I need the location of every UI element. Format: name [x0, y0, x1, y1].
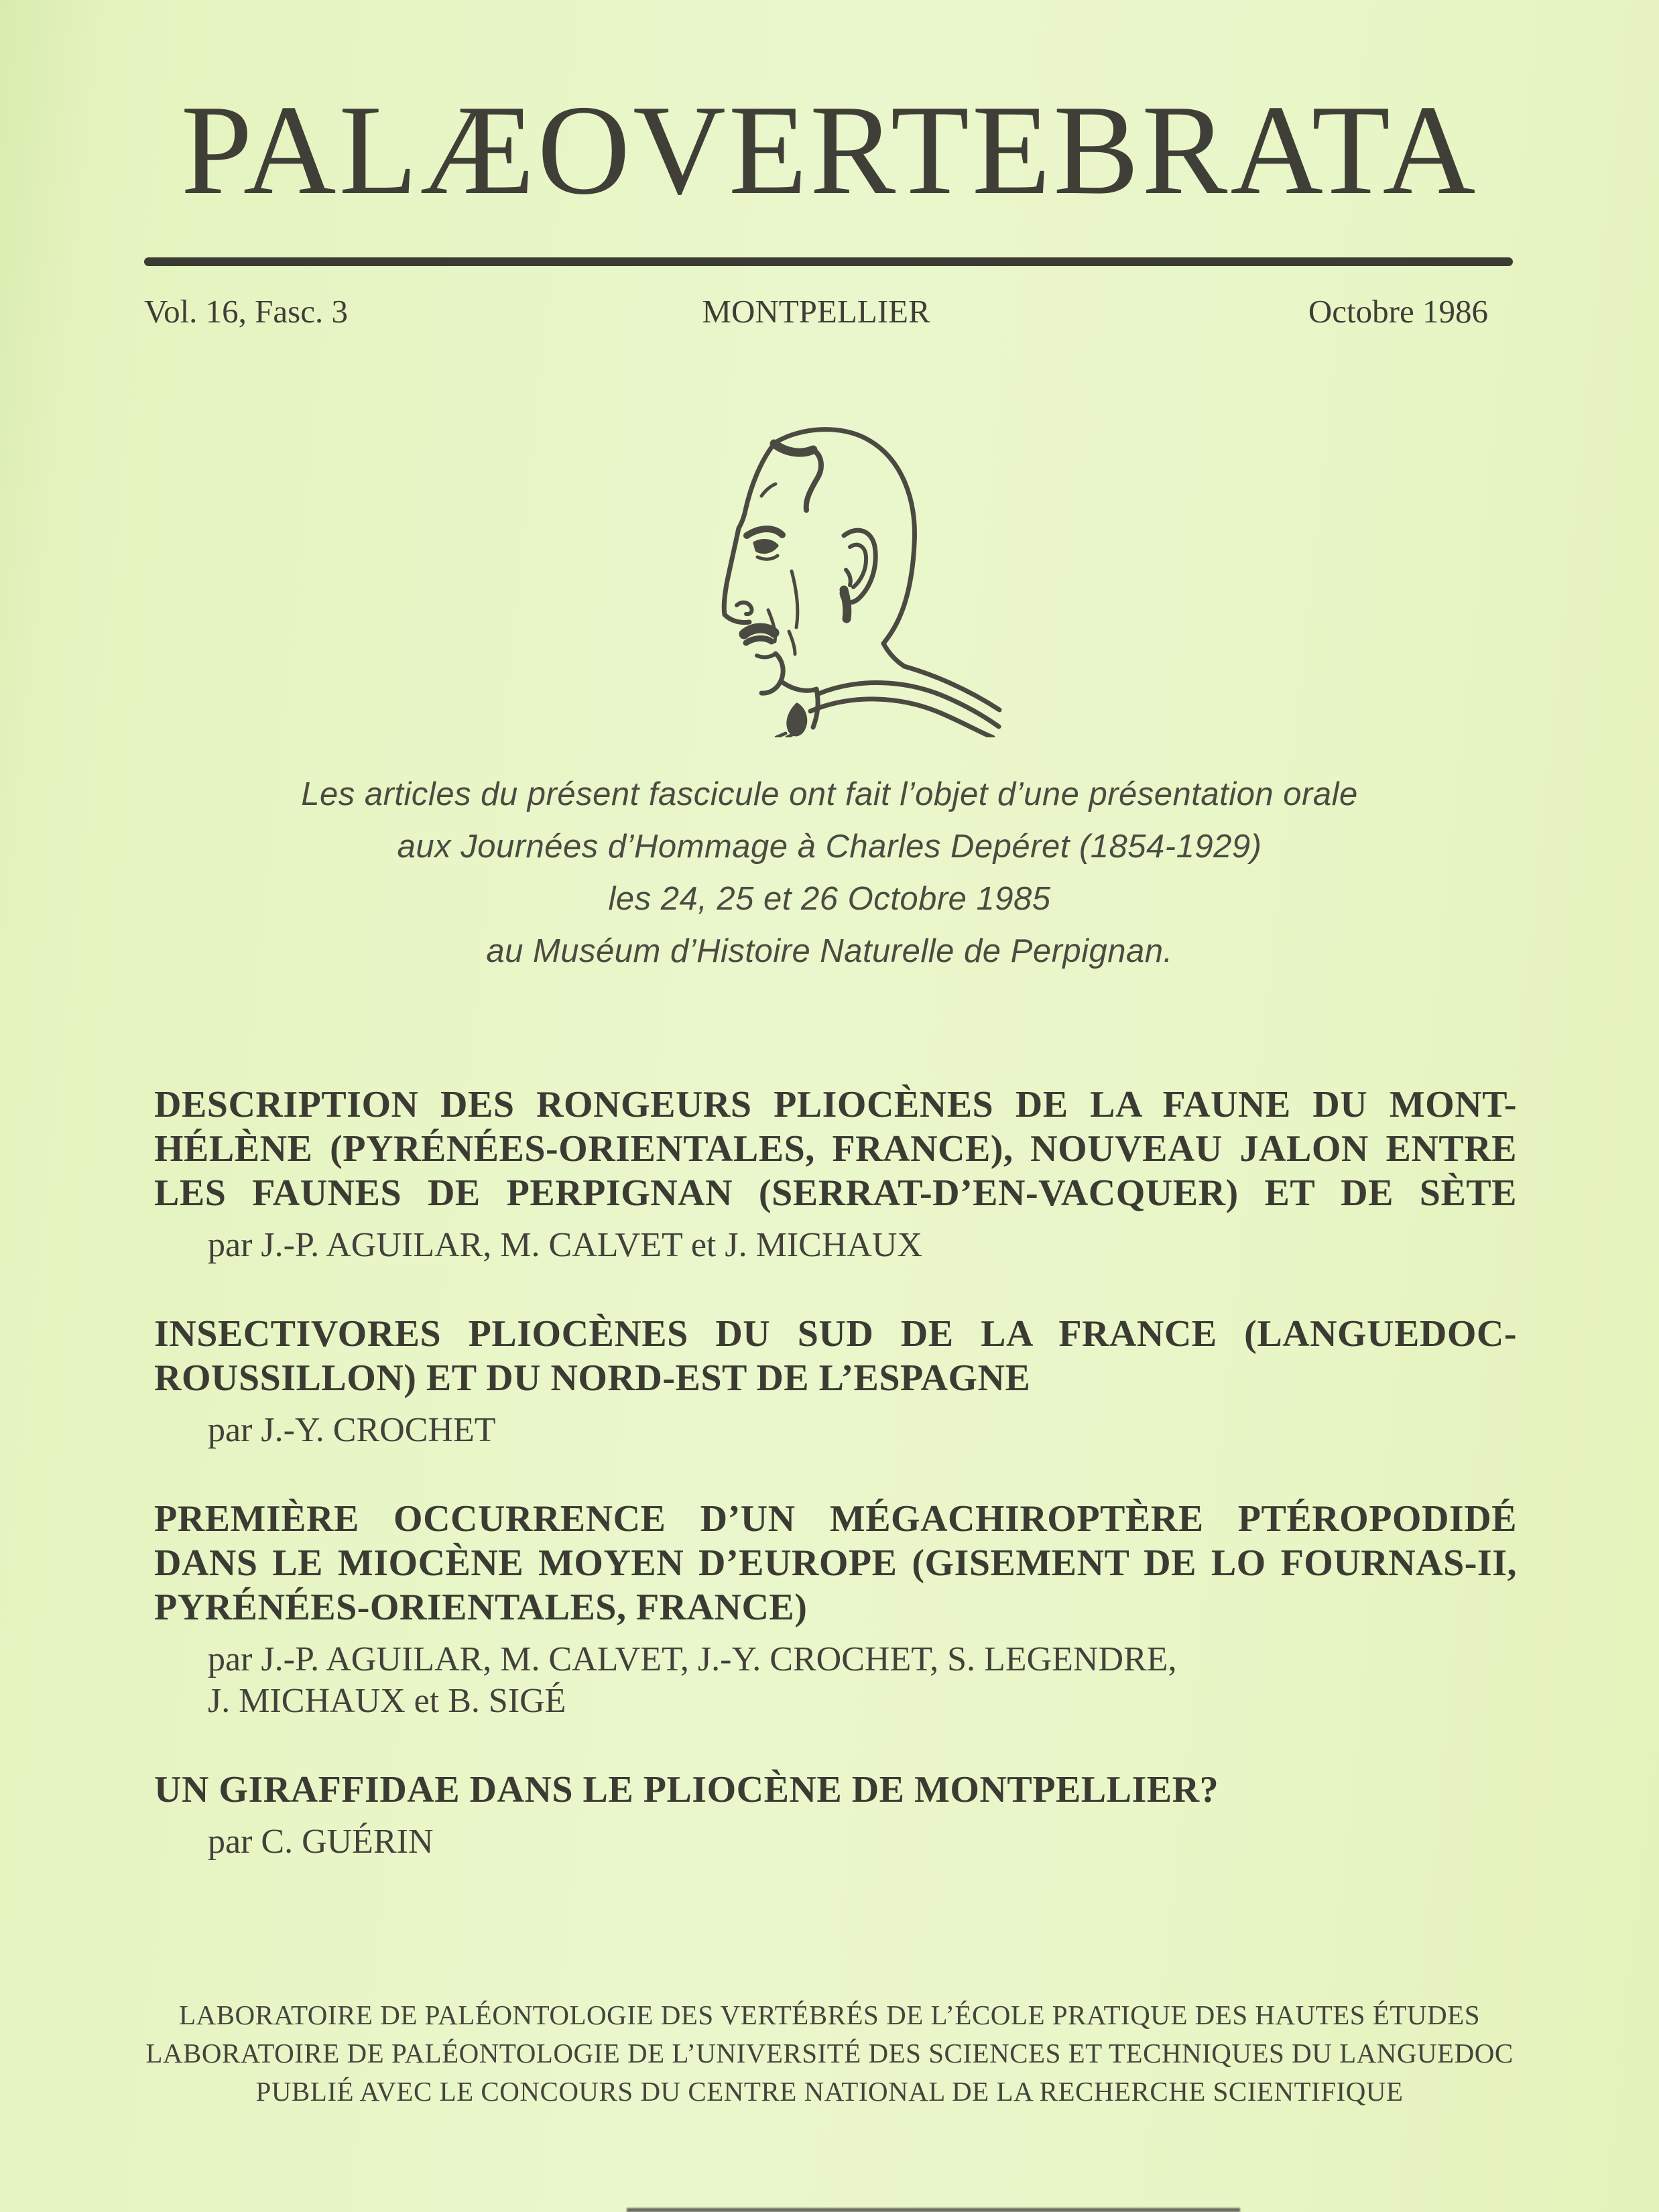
article-title-line: PREMIÈRE OCCURRENCE D’UN MÉGACHIROPTÈRE PTÉROPODIDÉ — [154, 1498, 1517, 1540]
table-of-contents — [154, 1083, 1517, 1908]
article-byline — [154, 1821, 1517, 1863]
article-entry — [154, 1312, 1517, 1451]
article-byline — [154, 1225, 1517, 1266]
byline-line: par J.-P. AGUILAR, M. CALVET et J. MICHAUX — [208, 1226, 923, 1264]
article-title — [154, 1497, 1517, 1630]
profile-portrait-drawing-icon — [637, 389, 1039, 737]
article-title-line: HÉLÈNE (PYRÉNÉES-ORIENTALES, FRANCE), NOUVEAU JALON ENTRE — [154, 1128, 1517, 1170]
imprint-line: LABORATOIRE DE PALÉONTOLOGIE DE L’UNIVERSITÉ DES SCIENCES ET TECHNIQUES DU LANGUEDOC — [145, 2038, 1514, 2069]
article-title-line: LES FAUNES DE PERPIGNAN (SERRAT-D’EN-VACQUER) ET DE SÈTE — [154, 1172, 1517, 1214]
article-byline — [154, 1639, 1517, 1722]
article-title-line: PYRÉNÉES-ORIENTALES, FRANCE) — [154, 1587, 808, 1628]
article-entry — [154, 1083, 1517, 1266]
volume-fascicule: Vol. 16, Fasc. 3 — [144, 293, 349, 330]
imprint-line: LABORATOIRE DE PALÉONTOLOGIE DES VERTÉBRÉS DE L’ÉCOLE PRATIQUE DES HAUTES ÉTUDES — [178, 2000, 1480, 2030]
article-entry — [154, 1497, 1517, 1722]
article-entry — [154, 1768, 1517, 1863]
publication-city: MONTPELLIER — [702, 293, 930, 330]
article-title-line: UN GIRAFFIDAE DANS LE PLIOCÈNE DE MONTPELLIER? — [154, 1769, 1219, 1810]
presentation-notice — [0, 768, 1659, 977]
byline-line: par J.-P. AGUILAR, M. CALVET, J.-Y. CROCHET, S. LEGENDRE, — [208, 1640, 1177, 1678]
publication-date: Octobre 1986 — [1308, 293, 1488, 330]
publisher-imprint — [0, 1996, 1659, 2111]
article-title — [154, 1312, 1517, 1400]
article-title-line: DESCRIPTION DES RONGEURS PLIOCÈNES DE LA FAUNE DU MONT- — [154, 1084, 1517, 1125]
horizontal-rule — [144, 257, 1513, 266]
notice-line: aux Journées d’Hommage à Charles Depéret (1854-1929) — [397, 828, 1262, 865]
byline-line: J. MICHAUX et B. SIGÉ — [208, 1682, 566, 1720]
article-title — [154, 1768, 1517, 1812]
article-title-line: DANS LE MIOCÈNE MOYEN D’EUROPE (GISEMENT DE LO FOURNAS-II, — [154, 1542, 1517, 1584]
notice-line: les 24, 25 et 26 Octobre 1985 — [608, 881, 1051, 917]
scan-edge-artifact — [627, 2208, 1240, 2212]
byline-line: par C. GUÉRIN — [208, 1823, 434, 1861]
issue-info-row — [144, 292, 1488, 330]
article-title — [154, 1083, 1517, 1215]
imprint-line: PUBLIÉ AVEC LE CONCOURS DU CENTRE NATIONAL DE LA RECHERCHE SCIENTIFIQUE — [255, 2076, 1404, 2107]
notice-line: au Muséum d’Histoire Naturelle de Perpignan. — [486, 933, 1173, 969]
byline-line: par J.-Y. CROCHET — [208, 1411, 496, 1449]
article-title-line: INSECTIVORES PLIOCÈNES DU SUD DE LA FRANCE (LANGUEDOC- — [154, 1313, 1517, 1355]
article-byline — [154, 1410, 1517, 1451]
notice-line: Les articles du présent fascicule ont fait l’objet d’une présentation orale — [301, 776, 1358, 812]
journal-title: PALÆOVERTEBRATA — [180, 78, 1479, 221]
article-title-line: ROUSSILLON) ET DU NORD-EST DE L’ESPAGNE — [154, 1357, 1031, 1399]
